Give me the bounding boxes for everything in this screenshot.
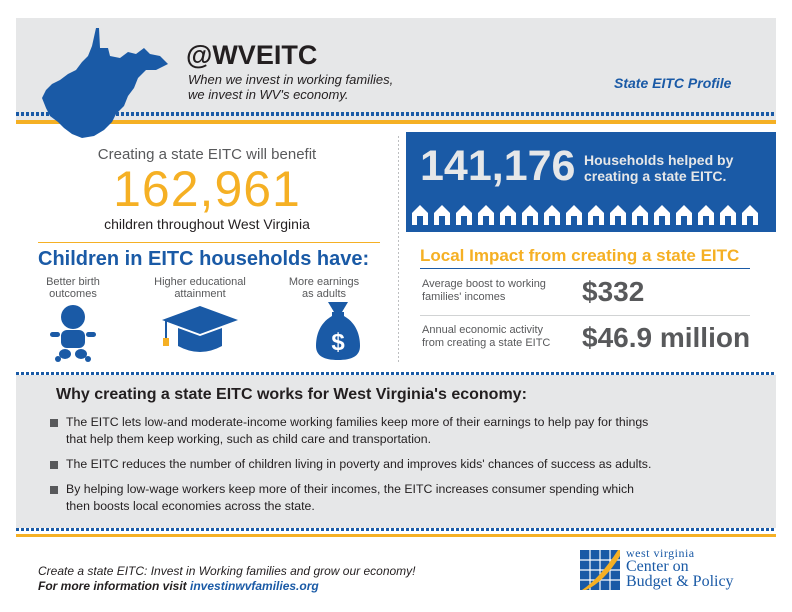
footer-link[interactable]: investinwvfamilies.org [190,579,319,593]
impact-income-value: $332 [582,276,645,307]
tagline-line-1: When we invest in working families, [188,72,394,87]
bullet-square-icon [50,486,58,494]
impact-activity-value: $46.9 million [582,322,751,353]
outcome-education-label [145,276,255,300]
why-bullet-2 [50,456,740,473]
outcome-earnings-line-1: More earnings [288,276,360,288]
footer-line-2 [38,579,319,593]
bullet-square-icon [50,419,58,427]
households-text-line-2: creating a state EITC. [584,168,727,184]
logo-line-1: west virginia [626,546,695,560]
benefit-intro: Creating a state EITC will benefit [97,146,317,163]
why-bottom-dotted-rule [16,528,776,531]
why-bullet-3-line-2: then boosts local economies across the state. [66,499,315,513]
impact-separator [420,315,750,316]
benefit-outro: children throughout West Virginia [104,216,310,232]
why-bullet-1-line-2: that help them keep working, such as child care and transportation. [66,432,432,446]
children-count: 162,961 [113,161,301,217]
logo-name [626,559,734,589]
profile-label: State EITC Profile [614,75,732,91]
kids-heading: Children in EITC households have: [38,248,370,270]
households-count: 141,176 [420,142,576,190]
why-bullet-3 [50,481,740,515]
footer-line-1: Create a state EITC: Invest in Working families and grow our economy! [38,564,416,578]
cbp-logo-icon [580,548,620,590]
why-top-rule [16,372,776,375]
houses-icon-row [410,205,772,225]
households-text-line-1: Households helped by [584,152,734,168]
why-bullet-3-line-1: By helping low-wage workers keep more of their incomes, the EITC increases consumer spending which [66,482,634,496]
outcome-education-line-1: Higher educational [154,276,246,288]
why-bottom-gold-rule [16,534,776,537]
why-bullet-1-line-1: The EITC lets low-and moderate-income working families keep more of their earnings to help pay for things [66,415,649,429]
footer-prefix: For more information visit [38,579,191,593]
column-divider [398,136,399,362]
why-heading: Why creating a state EITC works for West Virginia's economy: [56,386,527,403]
outcome-earnings-line-2: as adults [301,288,347,300]
impact-income-label [422,278,582,304]
kids-divider [38,242,380,243]
svg-text:$: $ [331,329,345,356]
local-impact-heading: Local Impact from creating a state EITC [420,246,740,265]
impact-activity-label-line-2: from creating a state EITC [422,337,551,349]
outcome-education-line-2: attainment [174,288,226,300]
why-bullet-1 [50,414,740,448]
logo-line-3: Budget & Policy [626,573,734,590]
header-tagline [188,72,448,102]
outcome-birth-line-2: outcomes [49,288,97,300]
households-text [584,152,764,184]
impact-income-label-line-1: Average boost to working [422,278,546,290]
graduation-cap-icon [160,304,240,356]
outcome-birth-label [18,276,128,300]
why-bullet-2-line-1: The EITC reduces the number of children living in poverty and improves kids' chances of success as adults. [66,457,652,471]
west-virginia-map-icon [38,26,176,140]
outcome-earnings-label [269,276,379,300]
money-bag-icon [314,300,362,362]
local-impact-rule [420,268,750,269]
twitter-handle: @WVEITC [186,40,318,70]
impact-activity-label [422,324,582,350]
impact-income-label-line-2: families' incomes [422,291,506,303]
logo-line-2: Center on [626,558,689,575]
baby-icon [46,304,100,362]
tagline-line-2: we invest in WV's economy. [188,87,349,102]
bullet-square-icon [50,461,58,469]
outcome-birth-line-1: Better birth [46,276,100,288]
impact-activity-label-line-1: Annual economic activity [422,324,544,336]
